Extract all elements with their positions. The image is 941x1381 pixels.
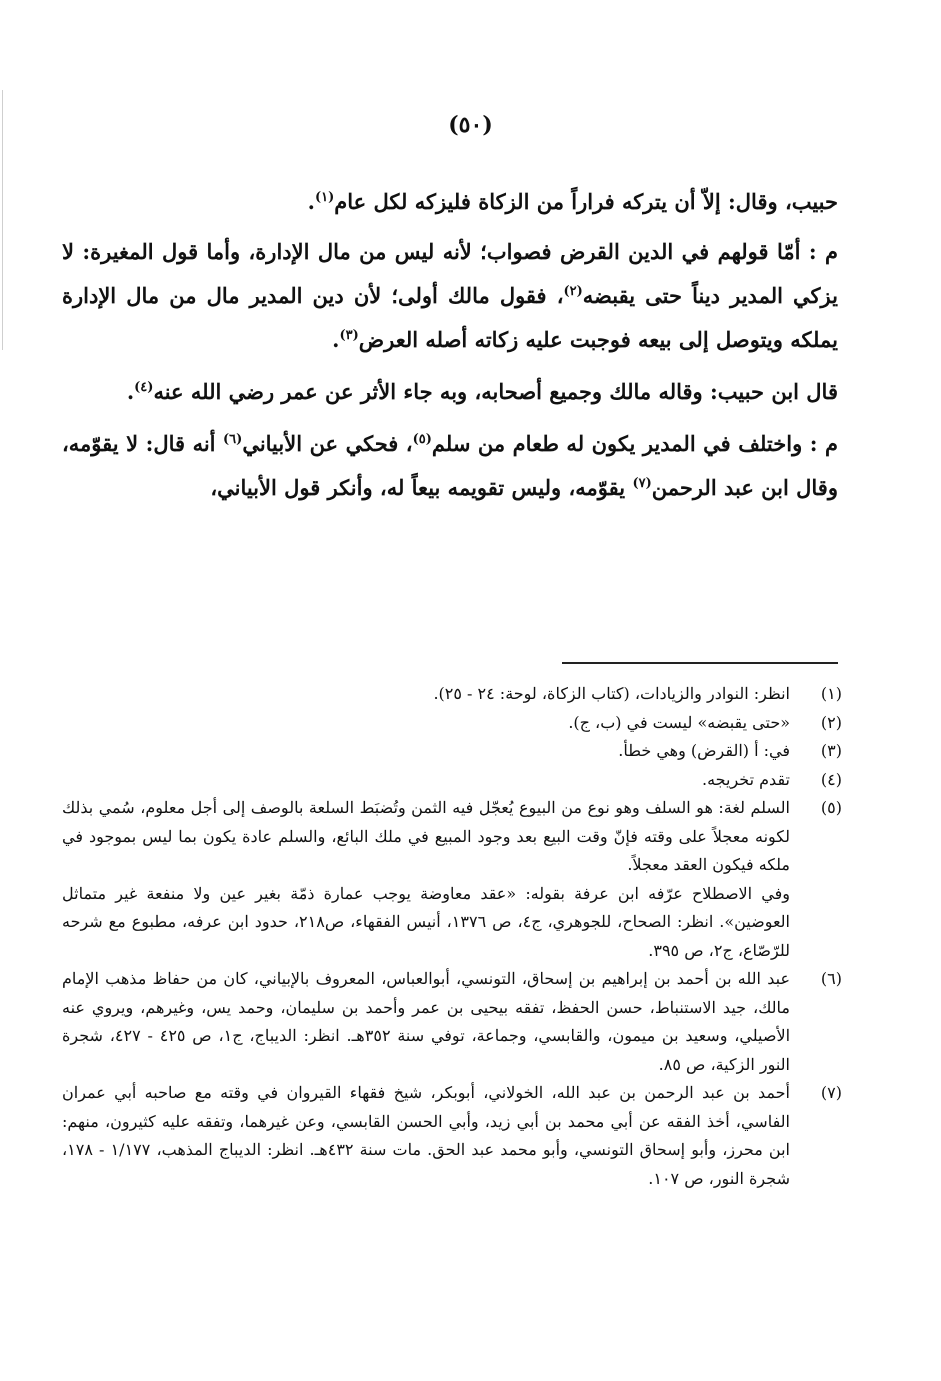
footnote-paragraph: تقدم تخريجه. [702,769,790,789]
paragraph-end: . [307,189,315,214]
paragraph-text: حبيب، وقال: إلاّ أن يتركه فراراً من الزكاة فليزكه لكل عام [334,189,838,214]
footnote-paragraph: في: أ (القرض) وهي خطأ. [618,741,790,760]
footnote-paragraph: أحمد بن عبد الرحمن بن عبد الله، الخولاني، أبوبكر، شيخ فقهاء القيروان في وقته مع صاحبه أبي عمران الفاسي، أخذ الفقه عن أبي محمد بن أبي زيد، وأبي الحسن القابسي، وعن غيرهما، وتفقه عليه كثيرون، منهم: ابن محرز، وأبو إسحاق التونسي، وأبو محمد عبد الحق. مات سنة ٤٣٢هـ. انظر: الديباج المذهب، ١/١٧٧ - ١٧٨، شجرة النور، ص ١٠٧. [62,1083,791,1188]
paragraph-end: . [126,379,135,404]
footnote-item [62,737,842,766]
footnote-paragraph: انظر: النوادر والزيادات، (كتاب الزكاة، لوحة: ٢٤ - ٢٥). [433,684,790,703]
footnote-text [62,766,790,795]
footnote-number: (٣) [820,741,842,760]
footnote-text [62,794,790,965]
footnote-item [62,965,842,1079]
footnote-item [62,709,842,738]
footnote-item [62,766,842,795]
footnote-number: (٢) [820,712,842,732]
footnote-paragraph: عبد الله بن أحمد بن إبراهيم بن إسحاق، التونسي، أبوالعباس، المعروف بالإبياني، كان من حفاظ مذهب الإمام مالك، جيد الاستنباط، حسن الحفظ، تفقه بيحيى بن عمر وأحمد بن سليمان، وحمد يس، وغيرهم، ويروي عنه الأصيلي، وسعيد بن ميمون، والقابسي، وجماعة، توفي سنة ٣٥٢هـ. انظر: الديباج، ج١، ص ٤٢٥ - ٤٢٧، شجرة النور الزكية، ص ٨٥. [62,969,791,1074]
paragraph-2 [62,230,838,362]
footnote-number: (٧) [820,1083,842,1102]
footnote-number: (٥) [820,798,842,817]
footnote-ref[interactable]: (١) [314,190,335,205]
footnote-separator [562,662,838,664]
footnote-ref[interactable]: (٣) [339,328,359,343]
footnote-item [62,794,842,965]
paragraph-1 [62,180,838,224]
footnote-number: (١) [820,684,842,703]
footnote-ref[interactable]: (٧) [632,476,652,491]
footnote-item [62,1079,842,1193]
footnote-text [62,1079,790,1193]
footnote-ref[interactable]: (٦) [223,432,243,447]
footnote-number: (٤) [820,769,842,789]
paragraph-text: ، فقول مالك أولى؛ لأن دين المدير مال من مال الإدارة يملكه ويتوصل إلى بيعه فوجبت عليه زكاته أصله العرض [62,283,838,352]
footnotes [62,680,842,1193]
paragraph-text: م : أمّا قولهم في الدين القرض فصواب؛ لأنه ليس من مال الإدارة، وأما قول المغيرة: لا يزكي المدير ديناً حتى يقبضه [62,239,838,308]
footnote-ref[interactable]: (٤) [134,380,154,395]
paragraph-4 [62,422,838,510]
footnote-ref[interactable]: (٥) [412,432,432,447]
footnote-number: (٦) [820,969,842,988]
footnote-item [62,680,842,709]
page-number: (٥٠) [448,112,493,138]
footnote-text [62,965,790,1079]
footnote-ref[interactable]: (٢) [563,284,583,299]
paragraph-text: م : واختلف في المدير يكون له طعام من سلم [431,431,838,456]
paragraph-text: يقوّمه، وليس تقويمه بيعاً له، وأنكر قول الأبياني، [210,475,633,500]
footnote-paragraph: «حتى يقبضه» ليست في (ب، ج). [568,712,790,732]
footnote-text [62,709,790,738]
footnote-text [62,737,790,766]
paragraph-text: أنه قال: لا يقوّمه، وقال ابن عبد الرحمن [62,431,838,500]
paragraph-text: ، فحكي عن الأبياني [242,431,413,456]
footnote-text [62,680,790,709]
paragraph-3 [62,370,838,414]
footnote-paragraph: وفي الاصطلاح عرّفه ابن عرفة بقوله: «عقد معاوضة يوجب عمارة ذمّة بغير عين ولا منفعة غير متماثل العوضين». انظر: الصحاح، للجوهري، ج٤، ص ١٣٧٦، أنيس الفقهاء، ص٢١٨، حدود ابن عرفه، مطبوع مع شرحه للرّصّاع، ج٢، ص ٣٩٥. [62,883,790,960]
paragraph-text: قال ابن حبيب: وقاله مالك وجميع أصحابه، وبه جاء الأثر عن عمر رضي الله عنه [153,379,838,404]
footnote-paragraph: السلم لغة: هو السلف وهو نوع من البيوع يُعجّل فيه الثمن وتُضبَط السلعة بالوصف إلى أجل معلوم، سُمي بذلك لكونه معجلاً على وقته فإنّ وقت البيع بعد وجود المبيع في ملك البائع، والسلم عادة يكون بما ليس بموجود في ملكه فيكون العقد معجلاً. [62,798,790,874]
paragraph-end: . [332,327,340,352]
main-text [62,180,838,518]
